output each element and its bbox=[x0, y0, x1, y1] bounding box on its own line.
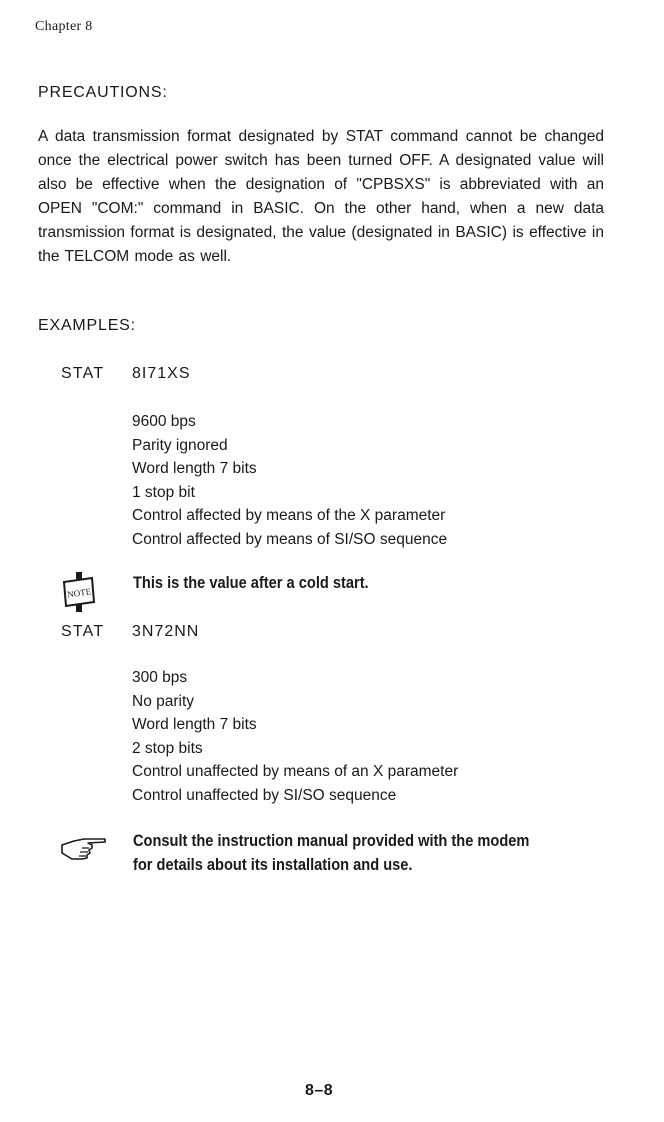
detail-item: 2 stop bits bbox=[132, 739, 203, 757]
detail-item: 9600 bps bbox=[132, 413, 196, 430]
note-icon bbox=[62, 572, 96, 612]
stat-keyword: STAT bbox=[61, 623, 105, 640]
tip-text-line1: Consult the instruction manual provided with the modem bbox=[133, 831, 530, 850]
detail-item: Control affected by means of the X parameter bbox=[132, 507, 446, 525]
detail-item: 1 stop bit bbox=[132, 483, 195, 501]
pointing-hand-icon bbox=[60, 836, 108, 862]
example-details-list bbox=[132, 410, 447, 552]
detail-item: No parity bbox=[132, 692, 195, 710]
page-number: 8–8 bbox=[305, 1082, 334, 1099]
detail-item: Parity ignored bbox=[132, 436, 228, 454]
chapter-header: Chapter 8 bbox=[35, 19, 93, 34]
stat-value: 8I71XS bbox=[132, 365, 191, 382]
stat-value: 3N72NN bbox=[132, 623, 200, 640]
examples-heading: EXAMPLES: bbox=[38, 317, 136, 334]
tip-text-line2: for details about its installation and use. bbox=[133, 855, 413, 874]
precautions-heading: PRECAUTIONS: bbox=[38, 84, 168, 101]
detail-item: Word length 7 bits bbox=[132, 460, 257, 478]
svg-text:NOTE: NOTE bbox=[66, 586, 92, 600]
example-details-list bbox=[132, 666, 458, 808]
detail-item: Word length 7 bits bbox=[132, 716, 257, 734]
precautions-paragraph: A data transmission format designated by STAT command cannot be changed once the electrical power switch has been turned OFF. A designated value will also be effective when the designation of "CPBSXS" is abbreviated with an OPEN "COM:" command in BASIC. On the other hand, when a new data transmission format is designated, the value (designated in BASIC) is effective in the TELCOM mode as well. bbox=[38, 128, 604, 265]
detail-item: Control affected by means of SI/SO sequence bbox=[132, 530, 448, 548]
detail-item: Control unaffected by means of an X parameter bbox=[132, 763, 459, 781]
stat-keyword: STAT bbox=[61, 365, 105, 382]
detail-item: 300 bps bbox=[132, 669, 188, 686]
detail-item: Control unaffected by SI/SO sequence bbox=[132, 786, 397, 804]
note-text: This is the value after a cold start. bbox=[133, 573, 369, 592]
